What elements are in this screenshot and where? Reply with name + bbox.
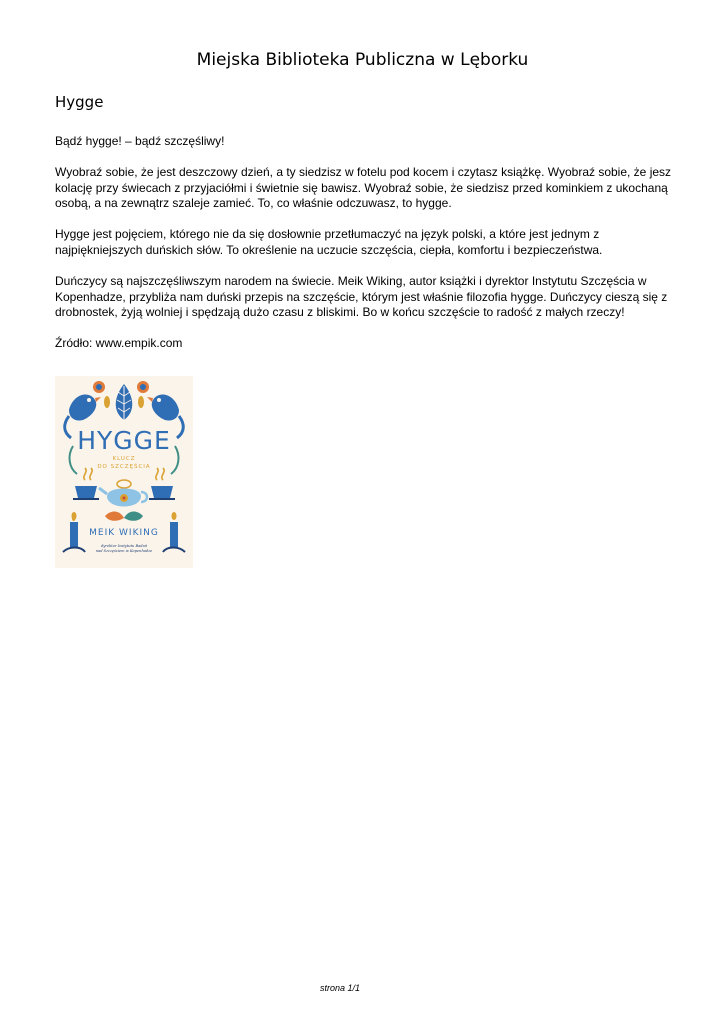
cover-tagline-line1: dyrektor Instytutu Badań <box>100 544 148 548</box>
cover-author: MEIK WIKING <box>89 528 159 538</box>
top-right-flower-icon <box>137 381 149 393</box>
cover-subtitle-line2: DO SZCZĘŚCIA <box>97 464 151 470</box>
cover-tagline-line2: nad Szczęściem w Kopenhadze <box>95 549 153 553</box>
small-leaf-left-icon <box>104 396 110 408</box>
library-name: Miejska Biblioteka Publiczna w Lęborku <box>196 50 529 70</box>
cover-subtitle-line1: KLUCZ <box>112 456 136 462</box>
paragraph-tagline: Bądź hygge! – bądź szczęśliwy! <box>55 134 225 148</box>
book-cover-illustration <box>55 376 193 568</box>
paragraph-source: Źródło: www.empik.com <box>55 336 183 351</box>
cover-title: HYGGE <box>77 426 171 455</box>
small-leaf-right-icon <box>138 396 144 408</box>
paragraph-intro: Wyobraź sobie, że jest deszczowy dzień, a ty siedzisz w fotelu pod kocem i czytasz książkę. Wyobraź sobie, że jesz kolację przy świecach z przyjaciółmi i świetnie się bawisz. Wyobraź sobie, że siedzisz przed kominkiem z ukochaną osobą, a na zewnątrz szaleje zamieć. To, co właśnie odczuwasz, to hygge. <box>55 165 672 211</box>
article-title: Hygge <box>55 93 104 111</box>
paragraph-definition: Hygge jest pojęciem, którego nie da się dosłownie przetłumaczyć na język polski, a które jest jednym z najpiękniejszych duńskich słów. To określenie na uczucie szczęścia, ciepła, komfortu i bezpieczeństwa. <box>55 227 603 257</box>
article-body <box>55 134 680 367</box>
top-left-flower-icon <box>93 381 105 393</box>
book-cover-image <box>55 376 193 568</box>
paragraph-danes: Duńczycy są najszczęśliwszym narodem na świecie. Meik Wiking, autor książki i dyrektor Instytutu Szczęścia w Kopenhadze, przybliża nam duński przepis na szczęście, którym jest właśnie filozofia hygge. Duńczycy cieszą się z drobnostek, żyją wolniej i spędzają dużo czasu z bliskimi. Bo w końcu szczęście to radość z małych rzeczy! <box>55 274 668 320</box>
page-number: strona 1/1 <box>319 983 361 993</box>
